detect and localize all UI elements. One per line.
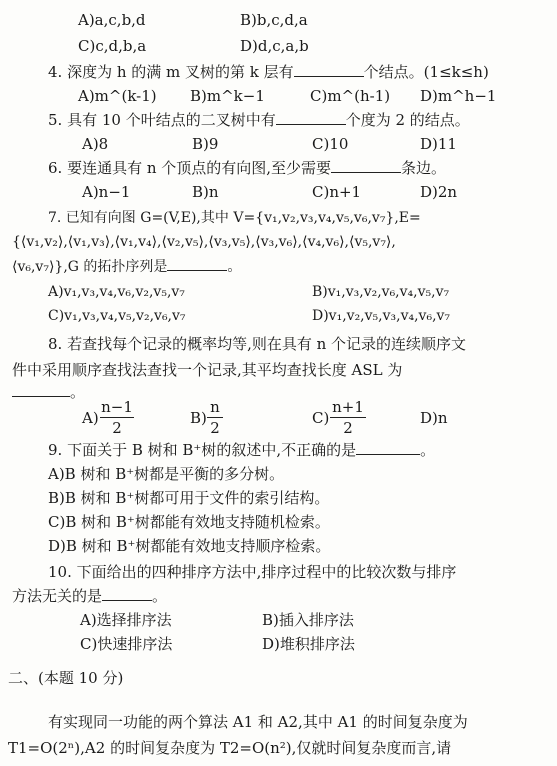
q7-line-3-text: ⟨v₆,v₇⟩},G 的拓扑序列是	[12, 259, 168, 275]
q8-option-c-numerator: n+1	[332, 398, 364, 416]
q5-stem-tail: 个度为 2 的结点。	[345, 111, 470, 129]
q10-line-2-text: 方法无关的是	[12, 587, 103, 605]
q5-option-c: C)10	[312, 135, 349, 153]
q9-stem	[48, 440, 435, 460]
q8-line-2: 件中采用顺序查找法查找一个记录,其平均查找长度 ASL 为	[12, 361, 403, 379]
section-2-line-2: T1=O(2ⁿ),A2 的时间复杂度为 T2=O(n²),仅就时间复杂度而言,请	[8, 739, 452, 757]
q3-option-c: C)c,d,b,a	[78, 37, 147, 55]
q8-option-a-denominator: 2	[112, 419, 122, 437]
q8-line-3	[12, 382, 85, 402]
q6-stem	[48, 158, 446, 178]
q9-option-d: D)B 树和 B⁺树都能有效地支持顺序检索。	[48, 537, 331, 555]
q4-option-b: B)m^k−1	[190, 87, 265, 105]
section-2-line-1: 有实现同一功能的两个算法 A1 和 A2,其中 A1 的时间复杂度为	[48, 713, 468, 731]
q8-option-c-denominator: 2	[343, 419, 353, 437]
q4-stem-text: 4. 深度为 h 的满 m 叉树的第 k 层有	[48, 63, 294, 81]
q10-line-1: 10. 下面给出的四种排序方法中,排序过程中的比较次数与排序	[48, 563, 457, 581]
q9-option-b: B)B 树和 B⁺树都可用于文件的索引结构。	[48, 489, 330, 507]
q6-answer-blank	[331, 158, 401, 173]
q7-option-b: B)v₁,v₃,v₂,v₆,v₄,v₅,v₇	[312, 284, 450, 300]
q7-line-3-tail: 。	[227, 259, 242, 275]
q5-option-b: B)9	[192, 135, 219, 153]
q8-answer-blank	[12, 382, 70, 397]
q9-stem-text: 9. 下面关于 B 树和 B⁺树的叙述中,不正确的是	[48, 441, 357, 459]
q8-option-a-fraction	[100, 398, 134, 437]
q6-option-c: C)n+1	[312, 183, 362, 201]
q8-option-b-denominator: 2	[210, 419, 220, 437]
q6-option-b: B)n	[192, 183, 219, 201]
q4-stem-tail: 个结点。(1≤k≤h)	[363, 63, 489, 81]
q10-option-c: C)快速排序法	[80, 635, 173, 653]
q8-option-b-numerator: n	[210, 398, 220, 416]
q7-answer-blank	[167, 256, 227, 271]
q10-line-2	[12, 586, 167, 606]
q8-option-a-label: A)	[82, 409, 99, 427]
q10-option-b: B)插入排序法	[262, 611, 354, 629]
q6-stem-text: 6. 要连通具有 n 个顶点的有向图,至少需要	[48, 159, 332, 177]
q7-option-c: C)v₁,v₃,v₄,v₅,v₂,v₆,v₇	[48, 308, 186, 324]
q9-answer-blank	[356, 440, 420, 455]
q9-stem-tail: 。	[420, 441, 436, 459]
q5-stem	[48, 110, 470, 130]
q4-option-d: D)m^h−1	[420, 87, 497, 105]
q4-option-a: A)m^(k-1)	[78, 87, 157, 105]
q7-option-a: A)v₁,v₃,v₄,v₆,v₂,v₅,v₇	[48, 284, 185, 300]
q3-option-b: B)b,c,d,a	[240, 11, 308, 29]
q7-option-d: D)v₁,v₂,v₅,v₃,v₄,v₆,v₇	[312, 308, 451, 324]
q7-line-3	[12, 256, 241, 277]
q7-line-1: 7. 已知有向图 G=(V,E),其中 V={v₁,v₂,v₃,v₄,v₅,v₆,v₇},E=	[48, 210, 421, 226]
section-2-title: 二、(本题 10 分)	[8, 669, 124, 687]
q4-stem	[48, 62, 489, 82]
q8-line-3-tail: 。	[70, 383, 86, 401]
q3-option-d: D)d,c,a,b	[240, 37, 309, 55]
q6-option-d: D)2n	[420, 183, 458, 201]
q6-option-a: A)n−1	[82, 183, 131, 201]
q5-option-d: D)11	[420, 135, 457, 153]
q6-stem-tail: 条边。	[401, 159, 447, 177]
q9-option-a: A)B 树和 B⁺树都是平衡的多分树。	[48, 465, 285, 483]
q10-answer-blank	[102, 586, 152, 601]
q10-line-2-tail: 。	[152, 587, 168, 605]
q9-option-c: C)B 树和 B⁺树都能有效地支持随机检索。	[48, 513, 330, 531]
q5-stem-text: 5. 具有 10 个叶结点的二叉树中有	[48, 111, 276, 129]
q8-option-a-numerator: n−1	[101, 398, 133, 416]
q8-option-c-fraction	[330, 398, 366, 437]
q4-answer-blank	[294, 62, 364, 77]
q8-option-b-fraction	[207, 398, 223, 437]
q3-option-a: A)a,c,b,d	[78, 11, 146, 29]
q8-option-d: D)n	[420, 409, 448, 427]
q5-answer-blank	[276, 110, 346, 125]
q8-option-b-label: B)	[190, 409, 207, 427]
q4-option-c: C)m^(h-1)	[310, 87, 391, 105]
q5-option-a: A)8	[82, 135, 109, 153]
q10-option-d: D)堆积排序法	[262, 635, 355, 653]
q8-option-c-label: C)	[312, 409, 330, 427]
q7-line-2: {⟨v₁,v₂⟩,⟨v₁,v₃⟩,⟨v₁,v₄⟩,⟨v₂,v₅⟩,⟨v₃,v₅⟩,⟨v₃,v₆⟩,⟨v₄,v₆⟩,⟨v₅,v₇⟩,	[12, 234, 396, 250]
q8-line-1: 8. 若查找每个记录的概率均等,则在具有 n 个记录的连续顺序文	[48, 335, 467, 353]
q10-option-a: A)选择排序法	[80, 611, 172, 629]
